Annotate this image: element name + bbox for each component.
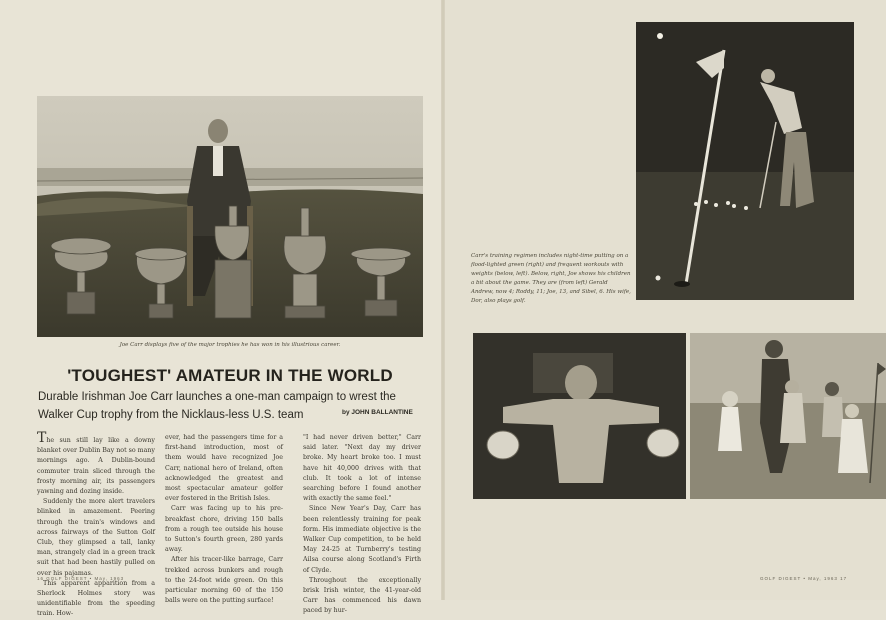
night-putting-image [636,22,854,300]
drop-cap: T [37,430,47,446]
trophies-photo-image [37,96,423,337]
column-2-paragraph: After his tracer-like barrage, Carr trekked across bunkers and rough to the 24-foot wide green. On this particular morning 60 of the 150 balls were on the putting surface! [165,556,283,605]
right-folio: GOLF DIGEST • May, 1963 17 [760,576,848,581]
column-2-paragraph: Carr was facing up to his pre-breakfast chore, driving 150 balls from a rough tee outside his house to Sutton's fourth green, 280 yards away. [165,505,283,554]
weights-image [473,333,686,499]
article-column-2 [165,433,283,606]
column-1-paragraph: The sun still lay like a downy blanket over Dublin Bay not so many mornings ago. A Dublin-bound commuter train sliced through the frosty morning air, its passengers yawning and dozing inside. [37,430,155,496]
column-3-paragraph: "I had never driven better," Carr said later. "Next day my driver broke. My heart broke too. I must have hit 40,000 drives with that club. It took a lot of intense searching before I found another with exactly the same feel." [303,434,421,503]
trophies-photo [37,96,423,337]
weights-photo [473,333,686,499]
page-gutter [441,0,445,600]
left-folio: 16 GOLF DIGEST • May, 1963 [37,576,125,581]
column-2-paragraph: ever, had the passengers time for a first-hand introduction, most of them would have recognized Joe Carr, national hero of Ireland, often acknowledged the greatest and most spectacular amateur golfer ever fostered in the British Isles. [165,434,283,503]
training-caption: Carr's training regimen includes night-time putting on a flood-lighted green (right) and frequent workouts with weights (below, left). Below, right, Joe shows his children a bit about the game. They are (from left) Gerald Andrew, now 4; Roddy, 11; Joe, 13, and Sibel, 6. His wife, Dor, also plays golf. [471,253,631,304]
article-column-1 [37,430,155,620]
children-photo [690,333,886,499]
article-column-3 [303,433,421,617]
column-3-paragraph: Throughout the exceptionally brisk Irish winter, the 41-year-old Carr has commenced his dawn paced by hur- [303,576,421,615]
column-1-paragraph: This apparent apparition from a Sherlock Holmes story was unidentifiable from the speeding train. How- [37,579,155,618]
article-subhead: Durable Irishman Joe Carr launches a one-man campaign to wrest the Walker Cup trophy from the Nicklaus-less U.S. team [38,391,396,421]
column-3-paragraph: Since New Year's Day, Carr has been relentlessly training for peak form. His immediate objective is the Walker Cup competition, to be held May 24-25 at Turnberry's testing Ailsa course along Scotland's Firth of Clyde. [303,505,421,574]
trophies-caption: Joe Carr displays five of the major trophies he has won in his illustrious career. [119,342,341,348]
article-byline: by JOHN BALLANTINE [342,409,413,416]
children-image [690,333,886,499]
article-headline: 'TOUGHEST' AMATEUR IN THE WORLD [67,366,393,385]
column-1-paragraph: Suddenly the more alert travelers blinked in amazement. Peering through the train's windows and across fairways of the Sutton Golf Club, they glimpsed a tall, lanky man, strangely clad in a green track suit that had been hastily pulled on over his pajamas. [37,498,155,577]
night-putting-photo [636,22,854,300]
